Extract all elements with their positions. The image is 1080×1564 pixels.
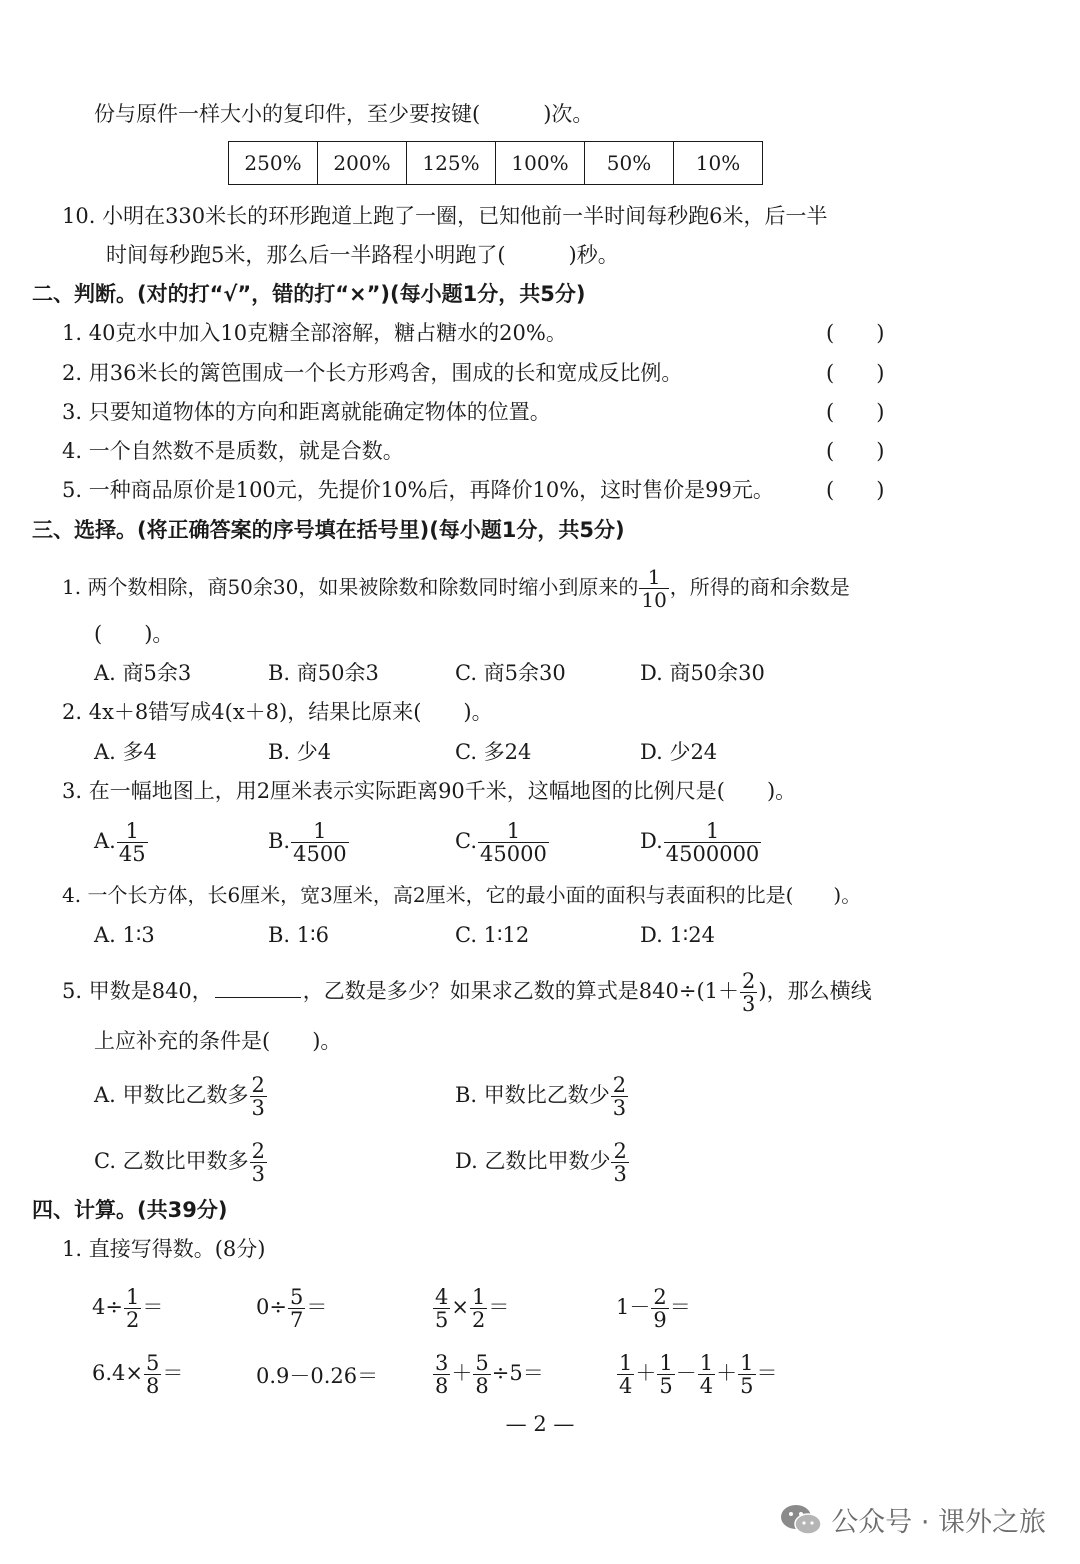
page-number: — 2 — (505, 1412, 575, 1436)
choice-option: D. 少24 (640, 740, 718, 764)
judge-bracket: ( ) (826, 361, 885, 385)
calc-subtitle: 1. 直接写得数。(8分) (62, 1237, 266, 1261)
calc-item: 0÷ $\frac{5}{7}$ ＝ (256, 1285, 328, 1332)
q10-line2: 时间每秒跑5米，那么后一半路程小明跑了( )秒。 (106, 243, 619, 267)
percent-cell: 100% (496, 142, 585, 185)
judge-item-5: 5. 一种商品原价是100元，先提价10%后，再降价10%，这时售价是99元。 (62, 478, 774, 502)
choice-option: A. $\frac{1}{45}$ (94, 819, 146, 866)
judge-bracket: ( ) (826, 400, 885, 424)
choice-option: C. 乙数比甲数多 $\frac{2}{3}$ (94, 1139, 266, 1186)
calc-item: $\frac{1}{4}$ ＋ $\frac{1}{5}$ － $\frac{1}{4}$ ＋ $\frac{1}{5}$ ＝ (619, 1351, 778, 1398)
choice-q2: 2. 4x＋8错写成4(x＋8)，结果比原来( )。 (62, 700, 493, 724)
choice-option: A. 1∶3 (94, 923, 155, 947)
choice-option: D. 1∶24 (640, 923, 715, 947)
choice-option: A. 商5余3 (94, 661, 192, 685)
fraction: $\frac{1}{45}$ (118, 819, 146, 866)
percent-table (228, 141, 763, 185)
choice-q1-blank: ( )。 (94, 622, 174, 646)
fraction: $\frac{2}{3}$ (251, 1073, 265, 1120)
section-4-title: 四、计算。(共39分) (32, 1198, 228, 1222)
choice-option: B. 少4 (268, 740, 332, 764)
q9-tail: 份与原件一样大小的复印件，至少要按键( )次。 (94, 102, 594, 126)
fraction: $\frac{2}{3}$ (251, 1139, 266, 1186)
judge-item-3: 3. 只要知道物体的方向和距离就能确定物体的位置。 (62, 400, 551, 424)
choice-option: A. 多4 (94, 740, 157, 764)
judge-bracket: ( ) (826, 478, 885, 502)
choice-option: B. $\frac{1}{4500}$ (268, 819, 347, 866)
choice-option: A. 甲数比乙数多 $\frac{2}{3}$ (94, 1073, 265, 1120)
choice-option: D. $\frac{1}{4500000}$ (640, 819, 760, 866)
percent-cell: 10% (674, 142, 763, 185)
choice-option: B. 甲数比乙数少 $\frac{2}{3}$ (455, 1073, 627, 1120)
fraction: $\frac{2}{3}$ (612, 1073, 627, 1120)
fraction: $\frac{1}{10}$ (641, 565, 667, 612)
watermark (779, 1500, 1046, 1539)
calc-item: 6.4× $\frac{5}{8}$ ＝ (92, 1351, 184, 1398)
judge-bracket: ( ) (826, 321, 885, 345)
judge-bracket: ( ) (826, 439, 885, 463)
calc-item: 1－ $\frac{2}{9}$ ＝ (616, 1285, 691, 1332)
choice-option: C. 商5余30 (455, 661, 566, 685)
q10-line1: 10. 小明在330米长的环形跑道上跑了一圈，已知他前一半时间每秒跑6米，后一半 (62, 204, 828, 228)
fraction: $\frac{2}{3}$ (613, 1139, 627, 1186)
choice-option: C. 多24 (455, 740, 532, 764)
wechat-icon (779, 1502, 823, 1538)
choice-q5-line2: 上应补充的条件是( )。 (94, 1029, 342, 1053)
calc-item: 0.9－0.26＝ (256, 1364, 379, 1388)
section-3-title: 三、选择。(将正确答案的序号填在括号里)(每小题1分，共5分) (32, 518, 625, 542)
choice-option: C. 1∶12 (455, 923, 530, 947)
fraction: $\frac{1}{4500}$ (293, 819, 347, 866)
choice-q1: 1. 两个数相除，商50余30，如果被除数和除数同时缩小到原来的 $\frac{1}{10}$ ，所得的商和余数是 (62, 565, 850, 612)
section-2-title: 二、判断。(对的打“√”，错的打“×”)(每小题1分，共5分) (32, 282, 586, 306)
fraction: $\frac{1}{45000}$ (480, 819, 547, 866)
calc-item: 4÷ $\frac{1}{2}$ ＝ (92, 1285, 164, 1332)
fraction: $\frac{1}{4500000}$ (665, 819, 760, 866)
choice-q5: 5. 甲数是840， ，乙数是多少？如果求乙数的算式是840÷(1＋ $\frac{2}{3}$ )，那么横线 (62, 969, 872, 1016)
choice-option: D. 乙数比甲数少 $\frac{2}{3}$ (455, 1139, 627, 1186)
choice-option: C. $\frac{1}{45000}$ (455, 819, 547, 866)
choice-option: B. 商50余3 (268, 661, 379, 685)
watermark-text: 公众号 · 课外之旅 (831, 1507, 1046, 1538)
judge-item-2: 2. 用36米长的篱笆围成一个长方形鸡舍，围成的长和宽成反比例。 (62, 361, 683, 385)
calc-item: $\frac{4}{5}$ × $\frac{1}{2}$ ＝ (435, 1285, 510, 1332)
judge-item-1: 1. 40克水中加入10克糖全部溶解，糖占糖水的20%。 (62, 321, 567, 345)
choice-q4: 4. 一个长方体，长6厘米，宽3厘米，高2厘米，它的最小面的面积与表面积的比是( )。 (62, 883, 862, 907)
calc-item: $\frac{3}{8}$ ＋ $\frac{5}{8}$ ÷5＝ (435, 1351, 544, 1398)
choice-q3: 3. 在一幅地图上，用2厘米表示实际距离90千米，这幅地图的比例尺是( )。 (62, 779, 797, 803)
judge-item-4: 4. 一个自然数不是质数，就是合数。 (62, 439, 404, 463)
percent-cell: 250% (229, 142, 318, 185)
percent-cell: 200% (318, 142, 407, 185)
choice-option: B. 1∶6 (268, 923, 329, 947)
answer-underline (215, 977, 301, 998)
percent-cell: 125% (407, 142, 496, 185)
percent-cell: 50% (585, 142, 674, 185)
fraction: $\frac{2}{3}$ (742, 969, 756, 1016)
choice-option: D. 商50余30 (640, 661, 765, 685)
